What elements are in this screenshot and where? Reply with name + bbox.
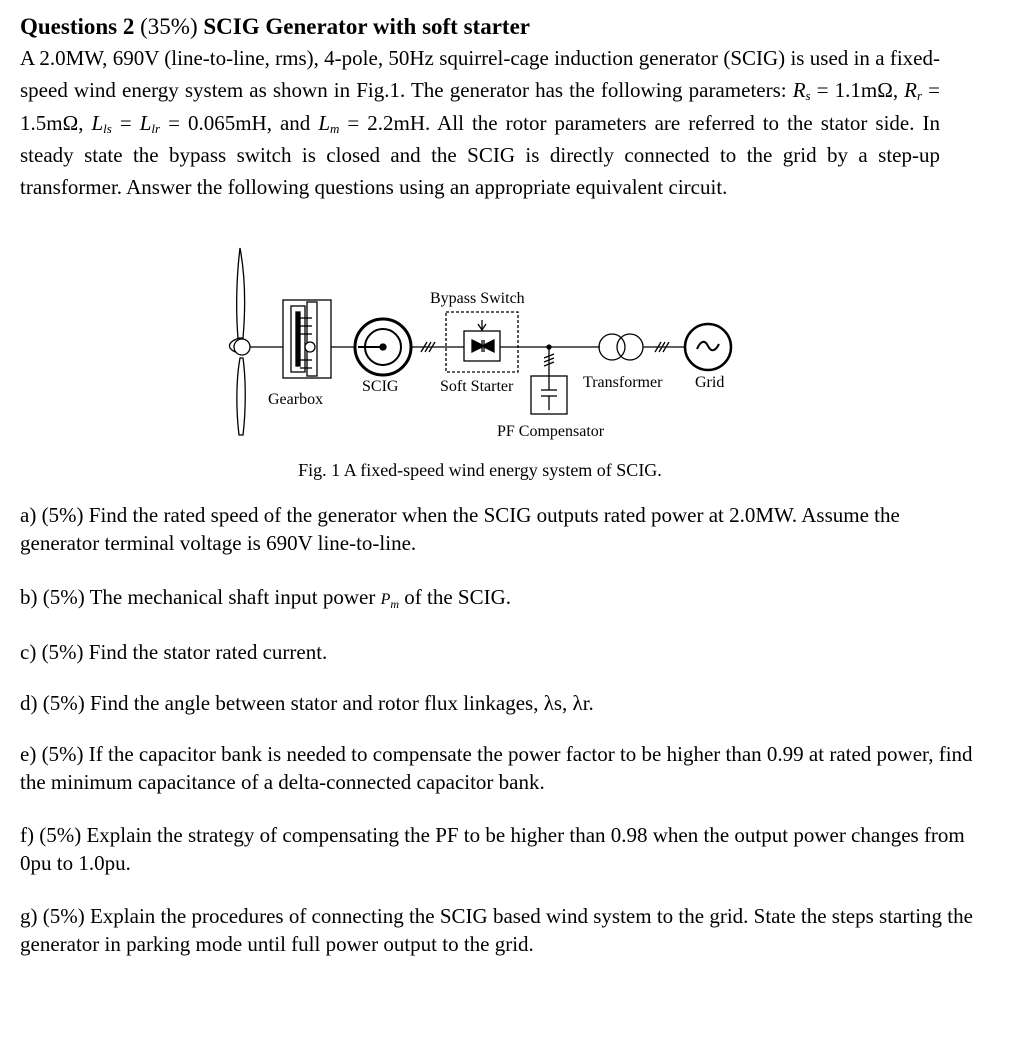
gearbox-label: Gearbox [268,391,324,408]
intro-text: A 2.0MW, 690V (line-to-line, rms), 4-pole, 50Hz squirrel-cage induction generator (SCIG) is used in a fixed-speed wind energy system as shown in Fig.1. The generator has the following parameters: [20,46,940,103]
param-lls-subscript: ls [103,120,112,136]
title-prefix: Questions 2 [20,14,135,39]
title-percent: (35%) [140,14,198,39]
figure-diagram [0,240,1020,450]
figure-wind-system [0,240,1020,450]
pf-compensator-icon [531,345,567,414]
param-rr-value: = 1.5mΩ, [20,78,940,135]
question-intro [20,42,940,203]
param-rr-symbol: R [904,78,917,103]
param-rs-symbol: R [792,78,806,103]
bypass-switch-label: Bypass Switch [430,290,525,307]
param-lm-subscript: m [330,120,340,136]
param-lls-symbol: L [91,110,104,135]
param-rr-subscript: r [917,88,923,104]
transformer-label: Transformer [583,374,663,391]
param-lm-value: = 2.2mH. All the rotor parameters are referred to the stator side. In steady state the bypass switch is closed and the SCIG is directly connected to the grid by a step-up transformer. Answer the following questions using an appropriate equivalent circuit. [20,110,940,200]
part-f: f) (5%) Explain the strategy of compensating the PF to be higher than 0.98 when the output power changes from 0pu to 1.0pu. [20,823,965,875]
figure-caption: Fig. 1 A fixed-speed wind energy system of SCIG. [298,460,662,480]
transformer-icon [599,334,684,360]
scig-label: SCIG [362,378,399,395]
part-b [20,583,980,614]
param-equals: = [111,110,140,135]
part-b-subscript: m [390,597,400,611]
title-text: SCIG Generator with soft starter [203,14,530,39]
param-rs-subscript: s [805,88,811,104]
scig-icon [355,319,411,375]
part-a: a) (5%) Find the rated speed of the generator when the SCIG outputs rated power at 2.0MW. Assume the generator terminal voltage is 690V line-to-line. [20,503,900,555]
param-rs-value: = 1.1mΩ, [810,78,905,103]
part-e: e) (5%) If the capacitor bank is needed to compensate the power factor to be higher than 0.99 at rated power, find the minimum capacitance of a delta-connected capacitor bank. [20,742,973,794]
grid-source-icon [685,324,731,370]
param-llr-subscript: lr [151,120,161,136]
param-lm-symbol: L [318,110,330,135]
soft-starter-icon [446,312,518,372]
part-b-text: b) (5%) The mechanical shaft input power [20,585,381,609]
soft-starter-label: Soft Starter [440,378,514,395]
grid-label: Grid [695,374,725,391]
pf-compensator-label: PF Compensator [497,423,605,440]
param-llr-value: = 0.065mH, and [160,110,319,135]
part-c: c) (5%) Find the stator rated current. [20,640,328,664]
part-g: g) (5%) Explain the procedures of connecting the SCIG based wind system to the grid. State the steps starting the generator in parking mode until full power output to the grid. [20,904,973,956]
question-title [20,12,980,42]
part-b-text-end: of the SCIG. [399,585,512,609]
param-llr-symbol: L [139,110,152,135]
part-b-symbol: P [380,591,391,608]
part-d: d) (5%) Find the angle between stator and rotor flux linkages, λs, λr. [20,691,594,715]
gearbox-icon [283,300,358,378]
